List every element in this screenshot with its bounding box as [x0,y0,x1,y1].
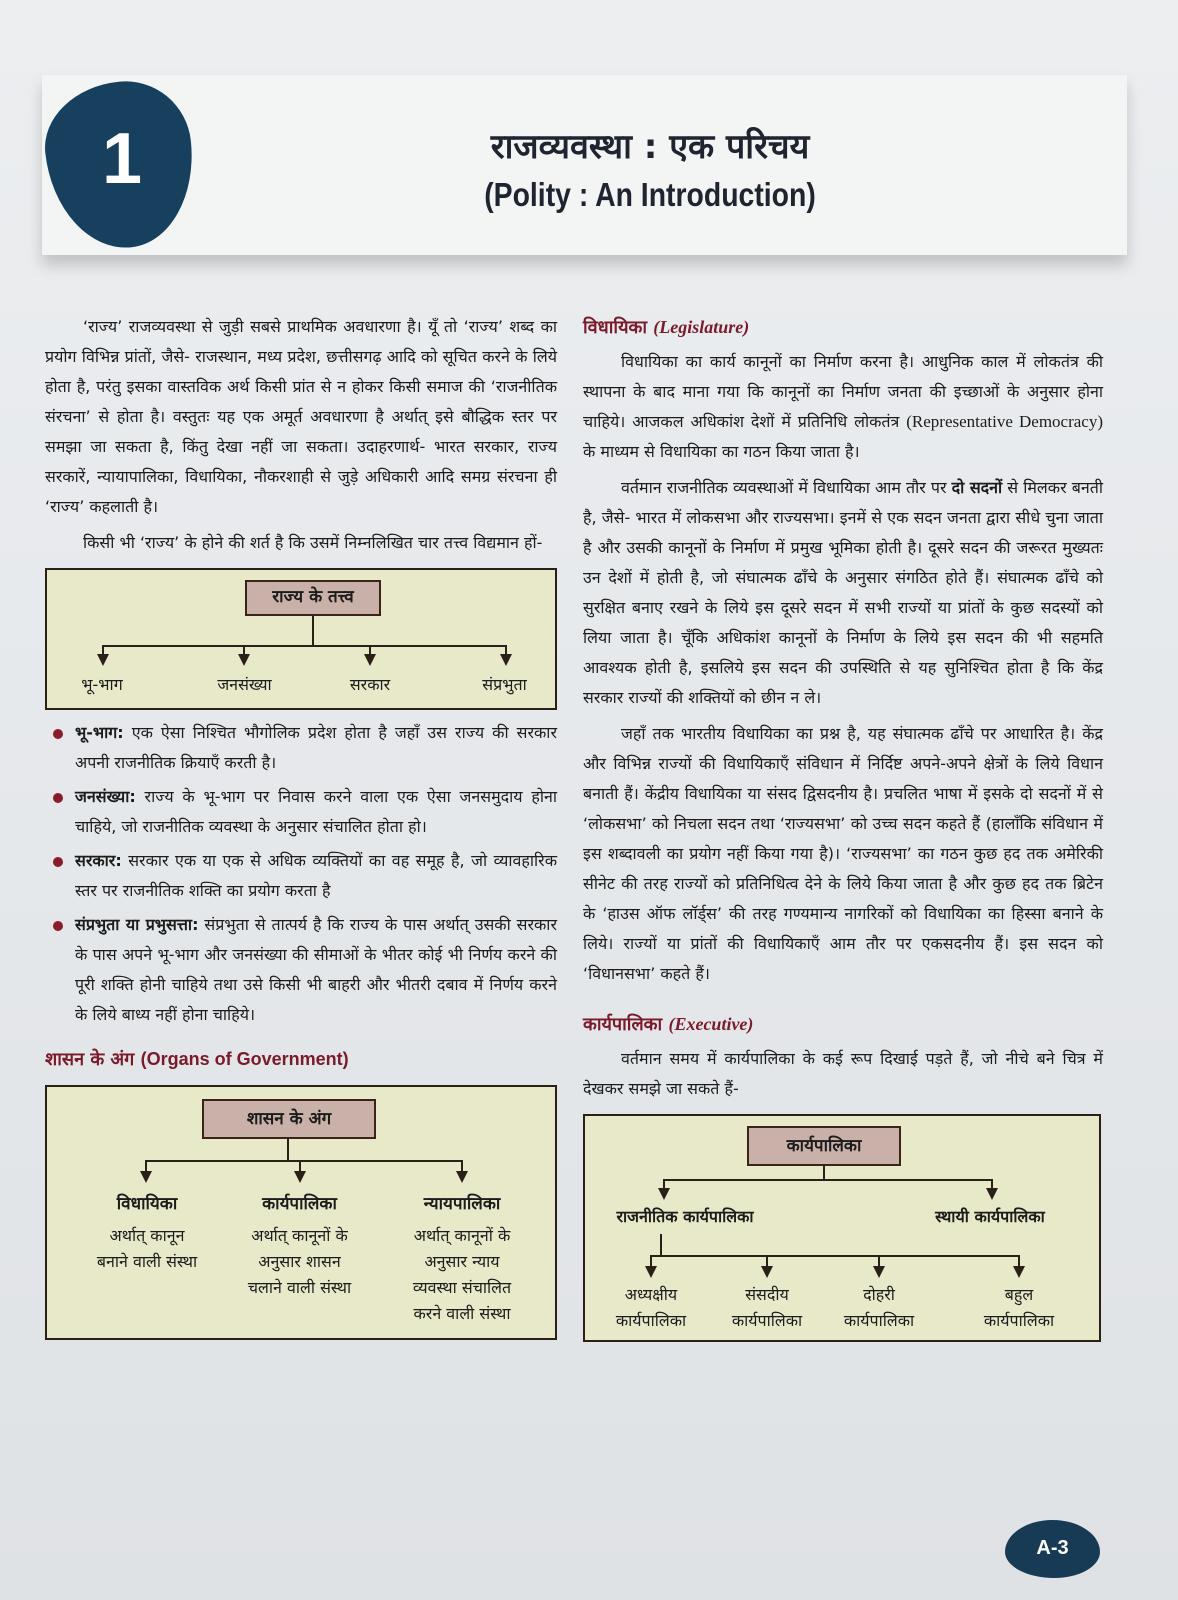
legislature-paragraph-2 [583,473,1103,713]
node-parliamentary-executive [711,1282,823,1334]
organ-title: न्यायपालिका [423,1194,501,1214]
node-line: दोहरी [863,1285,895,1304]
arrow-down-icon [873,1266,885,1278]
organ-node-executive [222,1191,377,1301]
bullet-dot-icon [53,793,63,803]
legislature-paragraph-1 [583,347,1103,467]
organ-desc-line: अर्थात् कानूनों के [413,1226,511,1245]
executive-heading-english: (Executive) [668,1014,754,1034]
chapter-title-hindi: राजव्यवस्था : एक परिचय [490,127,810,167]
bullet-text: संप्रभुता से तात्पर्य है कि राज्य के पास अर्थात् उसकी सरकार के पास अपने भू-भाग और जनसंख्या की सीमाओं के भीतर कोई भी निर्णय करने की पूरी शक्ति होनी चाहिये तथा उसे किसी भी बाहरी और भीतरी दबाव में निर्णय करने के लिये बाध्य नहीं होना चाहिये। [75,915,557,1024]
arrow-down-icon [1013,1266,1025,1278]
arrow-down-icon [500,654,512,666]
arrow-down-icon [658,1188,670,1200]
chapter-title-english: (Polity : An Introduction) [484,176,816,213]
organs-heading-hindi: शासन के अंग [45,1049,135,1070]
page-number: A-3 [1036,1537,1069,1559]
legislature-paragraph-3: जहाँ तक भारतीय विधायिका का प्रश्न है, यह संघात्मक ढाँचे पर आधारित है। केंद्र और विभिन्न राज्यों की विधायिकाएँ संविधान में निर्दिष्ट अपने-अपने क्षेत्रों के लिये विधान बनाती हैं। केंद्रीय विधायिका या संसद द्विसदनीय है। प्रचलित भाषा में इसके दो सदनों में से ‘लोकसभा’ को निचला सदन तथा ‘राज्यसभा’ को उच्च सदन कहते हैं (हालाँकि संविधान में इस शब्दावली का प्रयोग नहीं किया गया है)। ‘राज्यसभा’ का गठन कुछ हद तक अमेरिकी सीनेट की तरह राज्यों को प्रतिनिधित्व देने के लिये किया जाता है और कुछ हद तक ब्रिटेन के ‘हाउस ऑफ लॉर्ड्स’ की तरह गण्यमान्य नागरिकों को विधायिका का हिस्सा बनाने के लिये। राज्यों या प्रांतों की विधायिकाएँ आम तौर पर एकसदनीय हैं। इस सदन को ‘विधानसभा’ कहते हैं। [583,724,1103,983]
diagram-node-territory: भू-भाग [81,675,123,694]
node-permanent-executive: स्थायी कार्यपालिका [935,1207,1045,1226]
legislature-heading [583,312,1103,343]
bullet-text: एक ऐसा निश्चित भौगोलिक प्रदेश होता है जहाँ उस राज्य की सरकार अपनी राजनीतिक क्रियाएँ करती है। [75,723,557,772]
bold-term: दो सदनों [951,478,1003,497]
legislature-heading-hindi: विधायिका [583,317,647,338]
bullet-sovereignty [45,910,557,1030]
connector-line [312,616,314,646]
arrow-down-icon [140,1171,152,1183]
english-term: (Representative Democracy) [906,412,1104,431]
organ-node-judiciary [382,1191,542,1327]
arrow-down-icon [761,1266,773,1278]
bullet-territory [45,718,557,778]
organ-desc-line: अर्थात् कानूनों के [251,1226,348,1245]
diagram-node-government: सरकार [349,675,391,694]
node-line: अध्यक्षीय [624,1285,678,1304]
organ-node-legislature [67,1191,227,1275]
bullet-term: भू-भाग: [75,723,124,742]
organ-title: विधायिका [116,1194,178,1214]
text-run: वर्तमान राजनीतिक व्यवस्थाओं में विधायिका आम तौर पर [621,478,952,497]
executive-paragraph-1: वर्तमान समय में कार्यपालिका के कई रूप दिखाई पड़ते हैं, जो नीचे बने चित्र में देखकर समझे जा सकते हैं- [583,1049,1103,1098]
arrow-down-icon [645,1266,657,1278]
diagram-node-sovereignty: संप्रभुता [482,675,527,694]
organ-desc-line: अनुसार न्याय [424,1252,500,1271]
node-line: कार्यपालिका [983,1311,1055,1330]
organ-desc-line: चलाने वाली संस्था [247,1278,352,1297]
diagram-root-box: कार्यपालिका [747,1126,901,1166]
executive-heading [583,1009,1103,1040]
connector-line [663,1179,993,1181]
connector-line [823,1166,825,1180]
connector-line [145,1160,463,1162]
bullet-dot-icon [53,857,63,867]
connector-line [102,645,507,647]
organ-desc-line: अर्थात् कानून [109,1226,185,1245]
node-line: बहुल [1004,1285,1034,1304]
node-line: कार्यपालिका [731,1311,803,1330]
arrow-down-icon [456,1171,468,1183]
connector-line [660,1234,662,1256]
executive-heading-hindi: कार्यपालिका [583,1014,663,1035]
bullet-population [45,782,557,842]
left-column [45,312,557,1348]
text-run: से मिलकर बनती है, जैसे- भारत में लोकसभा और राज्यसभा। इनमें से एक सदन जनता द्वारा सीधे चुना जाता है और उसकी कानूनों के निर्माण में प्रमुख भूमिका होती है। दूसरे सदन की जरूरत मुख्यतः उन देशों में होती है, जो संघात्मक ढाँचे के अनुसार संगठित होते हैं। संघात्मक ढाँचे को सुरक्षित बनाए रखने के लिये इस दूसरे सदन में सभी राज्यों या प्रांतों के कुछ सदस्यों को लिया जाता है। चूँकि अधिकांश कानूनों के निर्माण के लिये इस सदन की भी सहमति आवश्यक होती है, इसलिये इस सदन की उपस्थिति से यह सुनिश्चित होता है कि केंद्र सरकार राज्यों की शक्तियों को छीन न ले। [583,478,1103,707]
connector-line [287,1139,289,1161]
arrow-down-icon [986,1188,998,1200]
bullet-text: सरकार एक या एक से अधिक व्यक्तियों का वह समूह है, जो व्यावहारिक स्तर पर राजनीतिक शक्ति का प्रयोग करता है [75,851,557,900]
node-political-executive: राजनीतिक कार्यपालिका [616,1207,754,1226]
text-run: विधायिका का कार्य कानूनों का निर्माण करना है। आधुनिक काल में लोकतंत्र की स्थापना के बाद माना गया कि कानूनों का निर्माण जनता की इच्छाओं के अनुसार होना चाहिये। आजकल अधिकांश देशों में प्रतिनिधि लोकतंत्र [583,352,1103,431]
organs-heading-english: (Organs of Government) [140,1049,349,1069]
diagram-root-box: राज्य के तत्त्व [245,580,381,616]
arrow-down-icon [97,654,109,666]
organ-desc-line: बनाने वाली संस्था [96,1252,198,1271]
arrow-down-icon [364,654,376,666]
node-line: कार्यपालिका [615,1311,687,1330]
intro-paragraph-2: किसी भी ‘राज्य’ के होने की शर्त है कि उसमें निम्नलिखित चार तत्त्व विद्यमान हों- [83,533,543,552]
diagram-root-box: शासन के अंग [202,1099,376,1139]
diagram-node-population: जनसंख्या [217,675,272,694]
organ-desc-line: करने वाली संस्था [413,1304,511,1323]
organ-desc-line: अनुसार शासन [258,1252,341,1271]
organs-of-government-diagram [45,1085,557,1340]
connector-line [650,1255,1020,1257]
arrow-down-icon [294,1171,306,1183]
chapter-number: 1 [101,119,143,199]
state-elements-diagram [45,568,557,710]
right-column [583,312,1103,1350]
intro-paragraph-1: ‘राज्य’ राजव्यवस्था से जुड़ी सबसे प्राथमिक अवधारणा है। यूँ तो ‘राज्य’ शब्द का प्रयोग विभिन्न प्रांतों, जैसे- राजस्थान, मध्य प्रदेश, छत्तीसगढ़ आदि को सूचित करने के लिये होता है, परंतु इसका वास्तविक अर्थ किसी प्रांत से न होकर किसी समाज की ‘राजनीतिक संरचना’ से होता है। वस्तुतः यह एक अमूर्त अवधारणा है अर्थात् इसे बौद्धिक स्तर पर समझा जा सकता है, किंतु देखा नहीं जा सकता। उदाहरणार्थ- भारत सरकार, राज्य सरकारें, न्यायापालिका, विधायिका, नौकरशाही से जुड़े अधिकारी आदि समग्र संरचना ही ‘राज्य’ कहलाती है। [45,317,557,516]
bullet-term: संप्रभुता या प्रभुसत्ता: [75,915,199,934]
arrow-down-icon [238,654,250,666]
bullet-term: जनसंख्या: [75,787,136,806]
bullet-government [45,846,557,906]
bullet-dot-icon [53,921,63,931]
organs-section-heading [45,1044,557,1075]
bullet-term: सरकार: [75,851,122,870]
bullet-text: राज्य के भू-भाग पर निवास करने वाला एक ऐसा जनसमुदाय होना चाहिये, जो राजनीतिक व्यवस्था के अनुसार संचालित होता हो। [75,787,557,836]
text-run: के माध्यम से विधायिका का गठन किया जाता है। [583,442,860,461]
node-line: कार्यपालिका [843,1311,915,1330]
organ-desc-line: व्यवस्था संचालित [412,1278,512,1297]
executive-types-diagram [583,1114,1101,1342]
node-plural-executive [963,1282,1075,1334]
organ-title: कार्यपालिका [262,1194,337,1214]
legislature-heading-english: (Legislature) [653,317,750,337]
node-line: संसदीय [745,1285,789,1304]
bullet-dot-icon [53,729,63,739]
node-presidential-executive [595,1282,707,1334]
node-dual-executive [823,1282,935,1334]
